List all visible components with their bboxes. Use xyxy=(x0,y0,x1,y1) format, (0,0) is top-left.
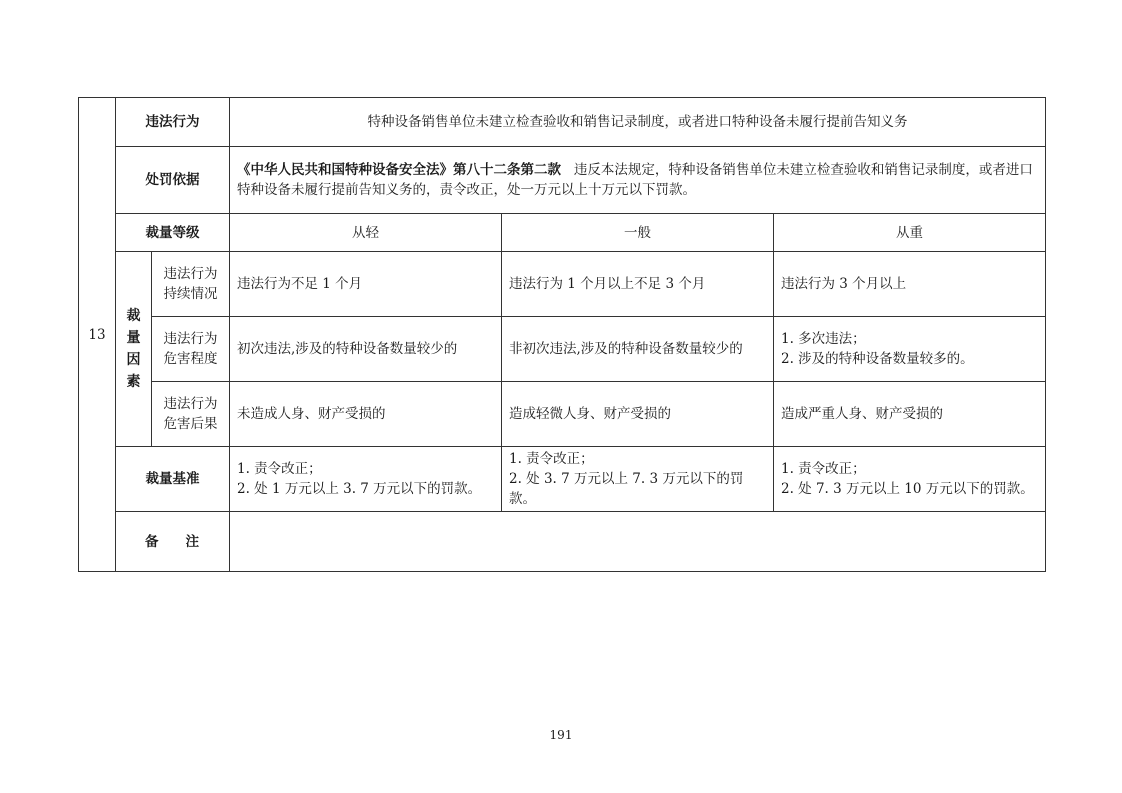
standard-light: 1. 责令改正； 2. 处 1 万元以上 3. 7 万元以下的罚款。 xyxy=(230,447,502,512)
levels-label: 裁量等级 xyxy=(116,214,230,252)
item-number: 13 xyxy=(79,98,116,572)
notes-value xyxy=(230,512,1046,572)
factor-severity-light: 初次违法,涉及的特种设备数量较少的 xyxy=(230,317,502,382)
factor-label-severity: 违法行为 危害程度 xyxy=(152,317,230,382)
factor-severity-heavy: 1. 多次违法； 2. 涉及的特种设备数量较多的。 xyxy=(774,317,1046,382)
basis-law: 《中华人民共和国特种设备安全法》第八十二条第二款 xyxy=(237,162,561,178)
factor-row-severity xyxy=(79,317,1046,382)
behavior-row xyxy=(79,98,1046,147)
factor-duration-light: 违法行为不足 1 个月 xyxy=(230,252,502,317)
standard-row xyxy=(79,447,1046,512)
behavior-label: 违法行为 xyxy=(116,98,230,147)
factor-consequence-light: 未造成人身、财产受损的 xyxy=(230,382,502,447)
factor-duration-heavy: 违法行为 3 个月以上 xyxy=(774,252,1046,317)
factor-label-duration: 违法行为 持续情况 xyxy=(152,252,230,317)
factor-duration-normal: 违法行为 1 个月以上不足 3 个月 xyxy=(502,252,774,317)
factors-label: 裁 量 因 素 xyxy=(116,252,152,447)
factor-label-consequence: 违法行为 危害后果 xyxy=(152,382,230,447)
factor-consequence-normal: 造成轻微人身、财产受损的 xyxy=(502,382,774,447)
levels-row xyxy=(79,214,1046,252)
level-light: 从轻 xyxy=(230,214,502,252)
factor-row-duration xyxy=(79,252,1046,317)
basis-label: 处罚依据 xyxy=(116,147,230,214)
notes-label: 备 注 xyxy=(116,512,230,572)
factor-row-consequence xyxy=(79,382,1046,447)
basis-value xyxy=(230,147,1046,214)
standard-label: 裁量基准 xyxy=(116,447,230,512)
level-normal: 一般 xyxy=(502,214,774,252)
basis-text: 违反本法规定，特种设备销售单位未建立检查验收和销售记录制度，或者进口特种设备未履行提前告知义务的，责令改正，处一万元以上十万元以下罚款。 xyxy=(237,162,1033,198)
behavior-value: 特种设备销售单位未建立检查验收和销售记录制度，或者进口特种设备未履行提前告知义务 xyxy=(230,98,1046,147)
discretion-table xyxy=(78,97,1046,572)
page-number: 191 xyxy=(549,728,573,742)
notes-row xyxy=(79,512,1046,572)
standard-heavy: 1. 责令改正； 2. 处 7. 3 万元以上 10 万元以下的罚款。 xyxy=(774,447,1046,512)
factor-severity-normal: 非初次违法,涉及的特种设备数量较少的 xyxy=(502,317,774,382)
factor-consequence-heavy: 造成严重人身、财产受损的 xyxy=(774,382,1046,447)
basis-row xyxy=(79,147,1046,214)
standard-normal: 1. 责令改正； 2. 处 3. 7 万元以上 7. 3 万元以下的罚款。 xyxy=(502,447,774,512)
level-heavy: 从重 xyxy=(774,214,1046,252)
